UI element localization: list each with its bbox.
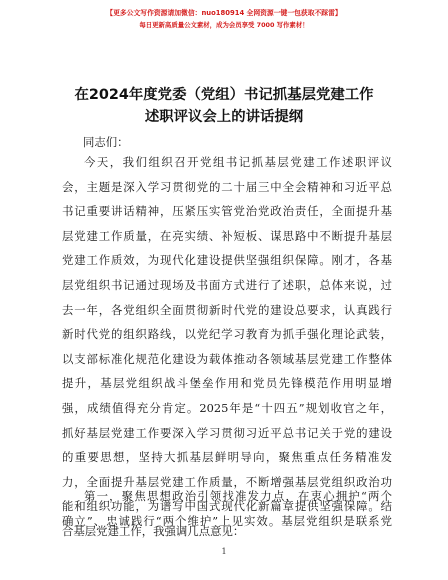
text-line: 抓好基层党建工作要深入学习贯彻习近平总书记关于党的建设 — [62, 425, 392, 440]
title-line-2: 述职评议会上的讲话提纲 — [144, 109, 304, 125]
promo-banner — [0, 8, 448, 31]
text-line: 提升，基层党组织战斗堡垒作用和党员先锋模范作用明显增 — [62, 376, 392, 391]
text-line: 能和组织功能，为谱写中国式现代化新篇章提供坚强保障。结 — [62, 499, 392, 514]
page-number: 1 — [221, 547, 227, 556]
text-line: 的重要思想，坚持大抓基层鲜明导向，聚焦重点任务精准发 — [62, 450, 392, 465]
text-line: 今天，我们组织召开党组书记抓基层党建工作述职评议 — [84, 155, 392, 169]
title-line-1: 在2024年度党委（党组）书记抓基层党建工作 — [74, 87, 374, 103]
salutation: 同志们： — [83, 135, 129, 149]
text-line: 确立”、忠诚践行“两个维护”上见实效。基层党组织是联系党 — [62, 513, 392, 528]
text-line: 新时代党的组织路线，以党纪学习教育为抓手强化理论武装， — [62, 327, 392, 342]
text-line: 书记重要讲话精神，压紧压实管党治党政治责任，全面提升基 — [62, 204, 392, 219]
promo-line-2: 每日更新高质量公文素材，成为会员享受 7000 写作素材！ — [139, 21, 309, 29]
promo-line-1: 【更多公文写作资源请加微信：nuo180914 全网资源一键一包获取不踩雷】 — [106, 9, 342, 17]
text-line: 力，全面提升基层党建工作质量，不断增强基层党组织政治功 — [62, 474, 392, 489]
text-line: 会，主题是深入学习贯彻党的二十届三中全会精神和习近平总 — [62, 179, 392, 194]
text-line: 去一年，各党组织全面贯彻新时代党的建设总要求，认真践行 — [62, 302, 392, 317]
text-line: 层党建工作质量，在亮实绩、补短板、谋思路中不断提升基层 — [62, 228, 392, 243]
body-paragraph-2 — [62, 484, 392, 533]
text-line: 层党组织书记通过现场及书面方式进行了述职，总体来说，过 — [62, 277, 392, 292]
text-line: 第一，聚焦思想政治引领找准发力点，在衷心拥护“两个 — [84, 489, 392, 503]
text-line: 党建工作质效，为现代化建设提供坚强组织保障。刚才，各基 — [62, 253, 392, 268]
text-line: 合基层党建工作，我强调几点意见： — [62, 523, 245, 538]
text-line: 强，成绩值得充分肯定。2025年是“十四五”规划收官之年， — [62, 400, 392, 415]
text-line: 以支部标准化规范化建设为载体推动各领域基层党建工作整体 — [62, 351, 392, 366]
document-title — [40, 84, 408, 128]
